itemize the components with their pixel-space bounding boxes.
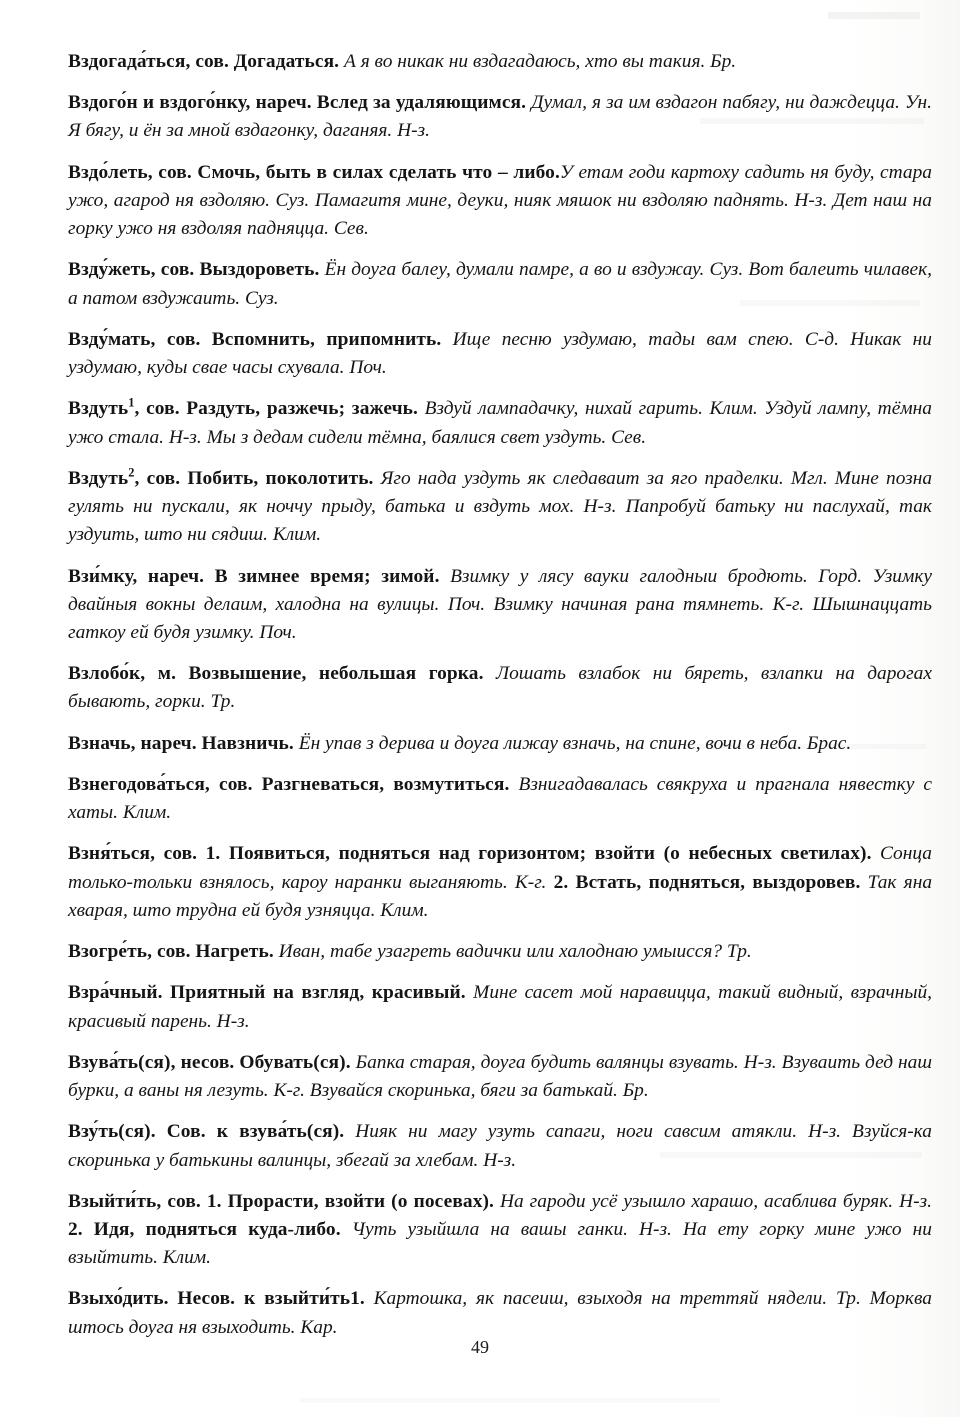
entry-headword: Взра́чный. — [68, 982, 163, 1004]
dictionary-entry — [68, 1118, 932, 1174]
entry-headword: Вздуть — [68, 398, 129, 420]
dictionary-entry — [68, 159, 932, 244]
entry-gloss: Смочь, быть в силах сделать что – либо. — [197, 161, 560, 183]
dictionary-entry — [68, 395, 932, 451]
entry-gloss: Встать, подняться, выздоровев. — [575, 871, 861, 893]
entry-gloss: Появиться, подняться над горизонтом; взойти (о небесных светилах). — [228, 843, 872, 865]
entry-headword: Вздого́н и вздого́нку, нареч. — [68, 92, 312, 114]
dictionary-entry — [68, 771, 932, 827]
sense-number: 1. — [205, 843, 221, 865]
entry-illustration: Картошка, як пасеиш, взыходя на треттяй нядели. Тр. Морква штось доуга ня взыходить. Кар. — [68, 1288, 932, 1338]
entry-illustration: Лошать взлабок ни бяреть, взлапки на дарогах бывають, горки. Тр. — [68, 663, 932, 713]
entry-illustration: Ён доуга балеу, думали памре, а во и вздужау. Суз. Вот балеить чилавек, а патом вздужаить. Суз. — [68, 259, 932, 309]
entry-gloss: Несов. к взыйти́ть1. — [177, 1288, 365, 1310]
entry-illustration: Нияк ни магу узуть сапаги, ноги савсим атякли. Н-з. Взуйся-ка скоринька у батькины валинцы, збегай за хлебам. Н-з. — [68, 1121, 932, 1171]
entry-gloss: Побить, поколотить. — [187, 467, 374, 489]
entry-gloss: Прорасти, взойти (о посевах). — [227, 1190, 495, 1212]
entry-illustration: Ище песню уздумаю, тады вам спею. С-д. Никак ни уздумаю, куды свае часы схувала. Поч. — [68, 328, 932, 379]
entry-gloss: Раздуть, разжечь; зажечь. — [186, 398, 418, 420]
entry-headword-tail: , сов. — [134, 467, 181, 489]
dictionary-entry — [68, 1188, 932, 1273]
entry-gloss: Выздороветь. — [199, 259, 320, 281]
entry-illustration: Бапка старая, доуга будить валянцы взувать. Н-з. Взуваить дед наш бурки, а ваны ня лезуть. К-г. Взувайся скоринька, бяги за батькай. Бр. — [68, 1051, 932, 1102]
entry-headword: Взи́мку, нареч. — [68, 565, 205, 587]
entry-gloss: Нагреть. — [195, 941, 274, 963]
entry-illustration: Яго нада уздуть як следаваит за яго праделки. Мгл. Мине позна гулять ни пускали, як ноччу прыду, батька и вздуть мох. Н-з. Папробуй батьку ни паслухай, так уздуить, што ни сядиш. Клим. — [68, 467, 933, 546]
entry-headword: Взлобо́к, м. — [68, 663, 177, 685]
dictionary-entry — [68, 979, 932, 1035]
entry-headword: Взнегодова́ться, сов. — [68, 773, 253, 795]
dictionary-entry — [68, 48, 932, 76]
entry-headword: Взува́ть(ся), несов. — [68, 1051, 235, 1073]
homograph-superscript: 1 — [128, 395, 135, 410]
dictionary-entry — [68, 1049, 932, 1105]
entry-headword: Взу́ть(ся). — [68, 1121, 156, 1143]
dictionary-entry — [68, 840, 932, 925]
dictionary-entry — [68, 938, 932, 966]
entry-gloss: Вспомнить, припомнить. — [211, 328, 442, 350]
entry-illustration: Думал, я за им вздагон пабягу, ни даждецца. Ун. Я бягу, и ён за мной вздагонку, даганяя. Н-з. — [68, 92, 932, 142]
dictionary-entry — [68, 89, 932, 145]
dictionary-entry — [68, 326, 932, 382]
dictionary-entry — [68, 660, 932, 716]
entry-gloss: Разгневаться, возмутиться. — [261, 773, 510, 795]
entry-headword: Взду́жеть, сов. — [68, 259, 195, 281]
entry-headword: Взогре́ть, сов. — [68, 941, 191, 963]
entry-headword: Вздо́леть, сов. — [68, 161, 192, 183]
sense-number: 2. — [553, 871, 569, 893]
dictionary-entry-list — [68, 48, 932, 1342]
entry-gloss: Навзничь. — [201, 732, 294, 754]
entry-illustration: А я во никак ни вздагадаюсь, хто вы такия. Бр. — [344, 51, 737, 72]
homograph-superscript: 2 — [128, 465, 135, 480]
entry-headword: Взыйти́ть, сов. — [68, 1190, 201, 1212]
page-number: 49 — [471, 1337, 489, 1357]
entry-headword: Взначь, нареч. — [68, 732, 197, 754]
dictionary-entry — [68, 256, 932, 312]
entry-illustration: Так яна хварая, што трудна ей будя узняцца. Клим. — [68, 871, 933, 921]
entry-headword: Вздуть — [68, 467, 129, 489]
entry-gloss: Обувать(ся). — [239, 1051, 351, 1073]
entry-gloss: Вслед за удаляющимся. — [316, 92, 527, 114]
entry-illustration: Взнигадавалась свякруха и прагнала нявестку с хаты. Клим. — [68, 773, 932, 824]
dictionary-entry — [68, 465, 932, 550]
entry-illustration: Вздуй лампадачку, нихай гарить. Клим. Уздуй лампу, тёмна ужо стала. Н-з. Мы з дедам сидели тёмна, баялися свет уздуть. Сев. — [68, 398, 932, 448]
entry-illustration: Ён упав з дерива и доуга лижау взначь, на спине, вочи в неба. Брас. — [298, 732, 852, 754]
entry-illustration: Мине сасет мой наравицца, такий видный, взрачный, красивый парень. Н-з. — [68, 982, 932, 1032]
entry-illustration: На гароди усё узышло харашо, асаблива буряк. Н-з. — [500, 1190, 932, 1212]
entry-illustration: Взимку у лясу вауки галодныи бродють. Горд. Узимку двайныя вокны делаим, халодна на вулицы. Поч. Взимку начиная рана тямнеть. К-г. Шышнаццать гаткоу ей будя узимку. Поч. — [68, 565, 933, 643]
entry-headword: Взня́ться, сов. — [68, 843, 198, 865]
entry-gloss: Догадаться. — [233, 51, 340, 72]
entry-gloss: Приятный на взгляд, красивый. — [170, 982, 466, 1004]
sense-number: 2. — [68, 1218, 83, 1240]
entry-headword-tail: , сов. — [134, 398, 180, 420]
dictionary-entry — [68, 1285, 932, 1341]
entry-gloss: В зимнее время; зимой. — [214, 565, 440, 587]
entry-illustration: Иван, табе узагреть вадички или халоднаю умыисся? Тр. — [278, 941, 752, 963]
entry-headword: Взыхо́дить. — [68, 1288, 169, 1310]
entry-illustration: У етам годи картоху садить ня буду, стара ужо, агарод ня вздоляю. Суз. Памагитя мине, деуки, нияк мяшок ни вздоляю паднять. Н-з. Дет наш на горку ужо ня вздоляя падняцца. Сев. — [68, 161, 932, 240]
entry-illustration: Сонца только-тольки взнялось, кароу наранки выганяють. К-г. — [68, 843, 932, 893]
entry-headword: Вздогада́ться, сов. — [68, 51, 229, 72]
entry-illustration: Чуть узыйшла на вашы ганки. Н-з. На ету горку мине ужо ни взыйтить. Клим. — [68, 1218, 932, 1269]
entry-gloss: Возвышение, небольшая горка. — [188, 663, 484, 685]
dictionary-entry — [68, 730, 932, 758]
dictionary-entry — [68, 563, 932, 648]
entry-gloss: Идя, подняться куда-либо. — [93, 1218, 341, 1240]
entry-headword: Взду́мать, сов. — [68, 328, 201, 350]
sense-number: 1. — [206, 1190, 222, 1212]
entry-gloss: Сов. к взува́ть(ся). — [166, 1121, 345, 1143]
